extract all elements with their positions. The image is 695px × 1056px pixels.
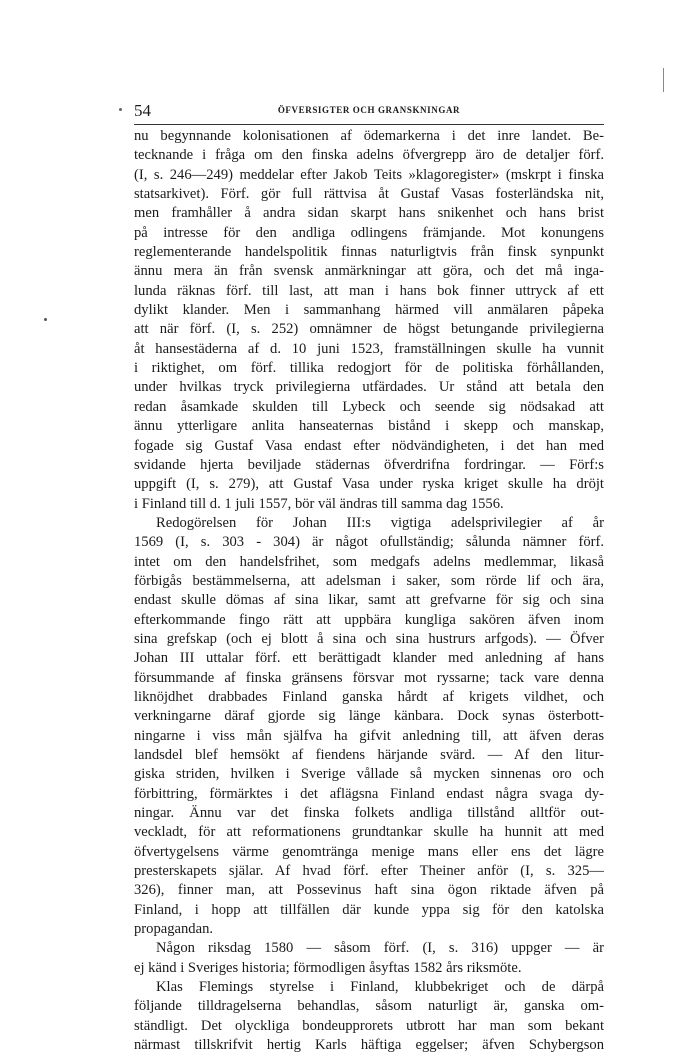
- text-line: ständligt. Det olyckliga bondeupprorets utbrott har man som bekant: [134, 1017, 604, 1034]
- text-line: lunda räknas förf. till last, att man i hans bok finner uttryck af ett: [134, 282, 604, 299]
- text-line: öfvertygelsens värme genomtränga menige mans eller ens det lägre: [134, 843, 604, 860]
- body-text: [134, 127, 604, 1056]
- text-line: uppgift (I, s. 279), att Gustaf Vasa under ryska kriget skulle ha dröjt: [134, 476, 604, 493]
- page-edge-mark: [663, 68, 664, 92]
- text-line: liknöjdhet drabbades Finland ganska hårdt af krigets vildhet, och: [134, 688, 604, 705]
- text-line: i Finland till d. 1 juli 1557, bör väl ändras till samma dag 1556.: [134, 495, 504, 512]
- text-line: men framhåller å andra sidan skarpt hans snikenhet och hans brist: [134, 205, 604, 222]
- text-line: 326), finner man, att Possevinus haft sina ögon riktade äfven på: [134, 882, 604, 899]
- text-line: presterskapets själar. Af hvad förf. efter Theiner anför (I, s. 325—: [134, 863, 604, 880]
- text-line: ningarne i viss mån själfva ha gifvit anledning till, att äfven deras: [134, 727, 604, 744]
- text-line: reglementerande handelspolitik finnas naturligtvis från finsk synpunkt: [134, 244, 604, 261]
- text-line: intet om den handelsfrihet, som medgafs adelns medlemmar, likaså: [134, 553, 604, 570]
- text-line: tecknande i fråga om den finska adelns öfvergrepp äro de detaljer förf.: [134, 147, 604, 164]
- text-line: Johan III uttalar förf. ett berättigadt klander med anledning af hans: [134, 650, 604, 667]
- text-line: 1569 (I, s. 303 - 304) är något ofullständig; sålunda nämner förf.: [134, 534, 604, 551]
- text-line: propagandan.: [134, 921, 214, 938]
- text-line: Finland, i hopp att tillfällen där kunde yppa sig för den katolska: [134, 901, 604, 918]
- text-line: förbigås bestämmelserna, att adelsman i saker, som rörde lif och ära,: [134, 572, 604, 589]
- text-line: ännu ytterligare anlita hanseaternas bistånd i skepp och manskap,: [134, 418, 604, 435]
- page-number: 54: [134, 101, 151, 120]
- text-line: på intresse för den andliga odlingens främjande. Mot konungens: [134, 224, 604, 241]
- text-line: statsarkivet). Förf. gör full rättvisa åt Gustaf Vasas fosterländska nit,: [134, 186, 604, 203]
- text-line: giska striden, hvilken i Sverige vållade så mycken sinnenas oro och: [134, 766, 604, 783]
- margin-dot-header: [119, 108, 122, 111]
- text-line: Någon riksdag 1580 — såsom förf. (I, s. 316) uppger — är: [156, 940, 604, 957]
- text-line: försummande af finska gränsens försvar mot ryssarne; tack vare denna: [134, 669, 604, 686]
- text-line: Redogörelsen för Johan III:s vigtiga adelsprivilegier af år: [156, 514, 604, 531]
- running-title: ÖFVERSIGTER OCH GRANSKNINGAR: [277, 105, 461, 115]
- text-line: åt hansestäderna af d. 10 juni 1523, framställningen skulle ha vunnit: [134, 340, 604, 357]
- margin-dot: [44, 318, 47, 321]
- text-line: landsdel blef hemsökt af fiendens härjande svärd. — Af den litur-: [134, 747, 604, 763]
- text-line: närmast tillskrifvit hertig Karls häftiga eggelser; äfven Schybergson: [134, 1037, 604, 1054]
- text-line: endast skulle dömas af sina likar, samt att grefvarne för sig och sina: [134, 592, 604, 609]
- text-line: ningar. Ännu var det finska folkets andliga tillstånd alltför out-: [134, 805, 604, 822]
- text-line: dylikt klander. Men i sammanhang härmed vill anmälaren påpeka: [134, 302, 604, 319]
- text-line: fogade sig Gustaf Vasa endast efter nödvändigheten, i det han med: [134, 437, 604, 454]
- text-line: nu begynnande kolonisationen af ödemarkerna i det inre landet. Be-: [134, 128, 604, 144]
- text-line: veckladt, för att reformationens grundtankar skulle ha hunnit att med: [134, 824, 604, 841]
- header-rule: [134, 124, 604, 125]
- page-header: [134, 101, 604, 123]
- text-line: under hvilkas tryck privilegierna utfärdades. Ur stånd att betala den: [134, 379, 604, 396]
- text-line: ej känd i Sveriges historia; förmodligen åsyftas 1582 års riksmöte.: [134, 959, 522, 976]
- text-line: att när förf. (I, s. 252) omnämner de högst betungande privilegierna: [134, 321, 604, 338]
- text-line: redan åsamkade skulden till Lybeck och seende sig nödsakad att: [134, 398, 604, 415]
- text-line: förbittring, förmärktes i det aflägsna Finland endast några svaga dy-: [134, 785, 604, 802]
- text-line: i riktighet, om förf. tillika redogjort för de politiska förhållanden,: [134, 360, 604, 377]
- text-line: efterkommande fingo rätt att uppbära kungliga sakören äfven inom: [134, 611, 604, 628]
- text-line: Klas Flemings styrelse i Finland, klubbekriget och de därpå: [156, 979, 604, 996]
- text-line: sina grefskap (och ej blott å sina och sina hustrurs arfgods). — Öfver: [134, 630, 604, 647]
- text-line: ännu mera än från svensk anmärkningar att göra, och det må inga-: [134, 263, 604, 280]
- text-line: svidande hjerta beviljade städernas öfverdrifna fordringar. — Förf:s: [134, 456, 604, 473]
- text-line: (I, s. 246—249) meddelar efter Jakob Teits »klagoregister» (mskrpt i finska: [134, 166, 604, 183]
- text-line: verkningarne däraf gjorde sig länge känbara. Dock synas österbott-: [134, 708, 604, 725]
- text-line: följande tilldragelserna behandlas, såsom naturligt är, ganska om-: [134, 998, 604, 1015]
